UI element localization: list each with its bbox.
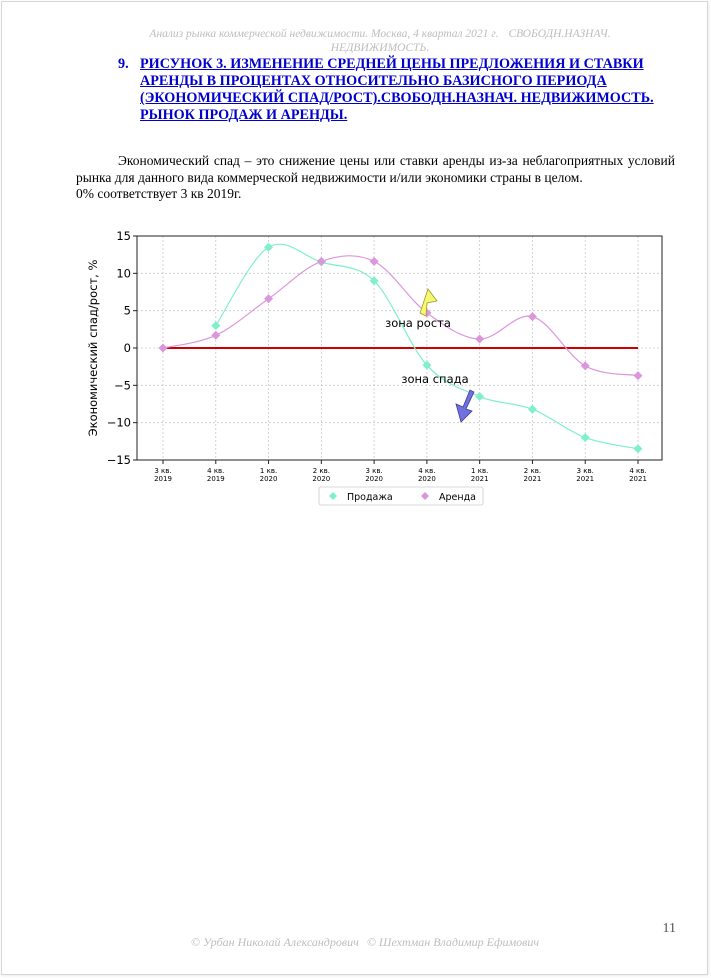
data-point-2 (634, 371, 643, 380)
y-axis-label: Экономический спад/рост, % (86, 259, 100, 437)
x-tick-label: 3 кв. 2020 (365, 467, 384, 483)
footer-author-2: © Шехтман Владимир Ефимович (366, 935, 540, 949)
page-number: 11 (662, 921, 676, 936)
growth-zone-label: зона роста (385, 316, 451, 330)
y-tick-label: 0 (123, 341, 131, 355)
data-point-2 (528, 312, 537, 321)
x-tick-label: 2 кв. 2021 (523, 467, 542, 483)
figure-heading-text: РИСУНОК 3. ИЗМЕНЕНИЕ СРЕДНЕЙ ЦЕНЫ ПРЕДЛОЖЕНИЯ И СТАВКИ АРЕНДЫ В ПРОЦЕНТАХ ОТНОСИТЕЛЬНО БАЗИСНОГО ПЕРИОДА (ЭКОНОМИЧЕСКИЙ СПАД/РОСТ).СВОБОДН.НАЗНАЧ. НЕДВИЖИМОСТЬ. РЫНОК ПРОДАЖ И АРЕНДЫ. (140, 56, 654, 123)
y-tick-label: −10 (106, 415, 131, 430)
x-tick-label: 2 кв. 2020 (312, 467, 331, 483)
figure-heading (118, 56, 673, 124)
data-point-1 (475, 392, 484, 401)
x-tick-label: 3 кв. 2021 (576, 467, 595, 483)
data-point-1 (528, 405, 537, 414)
figure-heading-number: 9. (118, 56, 129, 72)
data-point-1 (211, 321, 220, 330)
data-point-2 (475, 335, 484, 344)
data-point-2 (264, 294, 273, 303)
decline-zone-label: зона спада (401, 372, 469, 386)
running-header-segment: СВОБОДН.НАЗНАЧ. НЕДВИЖИМОСТЬ. (330, 28, 611, 54)
footer (0, 935, 711, 950)
x-tick-label: 3 кв. 2019 (154, 467, 172, 483)
y-tick-label: −5 (114, 378, 131, 393)
x-tick-label: 1 кв. 2020 (259, 467, 278, 483)
body-text (76, 153, 675, 203)
data-point-1 (264, 243, 273, 252)
footer-author-1: © Урбан Николай Александрович (190, 935, 359, 949)
body-note: 0% соответствует 3 кв 2019г. (76, 186, 242, 201)
data-point-1 (581, 433, 590, 442)
x-tick-label: 1 кв. 2021 (470, 467, 489, 483)
data-point-2 (211, 331, 220, 340)
y-tick-label: 5 (123, 303, 131, 318)
data-point-2 (370, 257, 379, 266)
body-paragraph: Экономический спад – это снижение цены или ставки аренды из-за неблагоприятных условий рынка для данного вида коммерческой недвижимости и/или экономики страны в целом. (76, 153, 675, 185)
legend-label-1: Продажа (347, 492, 393, 503)
running-header (110, 27, 650, 55)
series-line-1 (216, 244, 638, 449)
x-tick-label: 4 кв. 2021 (629, 467, 647, 483)
data-point-2 (581, 361, 590, 370)
x-tick-label: 4 кв. 2020 (417, 467, 436, 483)
y-tick-label: 10 (116, 266, 131, 281)
data-point-1 (634, 444, 643, 453)
y-tick-label: −15 (106, 453, 131, 467)
decline-zone-arrow (456, 390, 474, 422)
running-header-title: Анализ рынка коммерческой недвижимости. Москва, 4 квартал 2021 г. (149, 28, 499, 40)
x-tick-label: 4 кв. 2019 (206, 467, 225, 483)
legend-label-2: Аренда (439, 492, 476, 503)
chart (76, 222, 676, 512)
data-point-2 (159, 344, 168, 353)
data-point-2 (317, 257, 326, 266)
y-tick-label: 15 (116, 229, 131, 243)
